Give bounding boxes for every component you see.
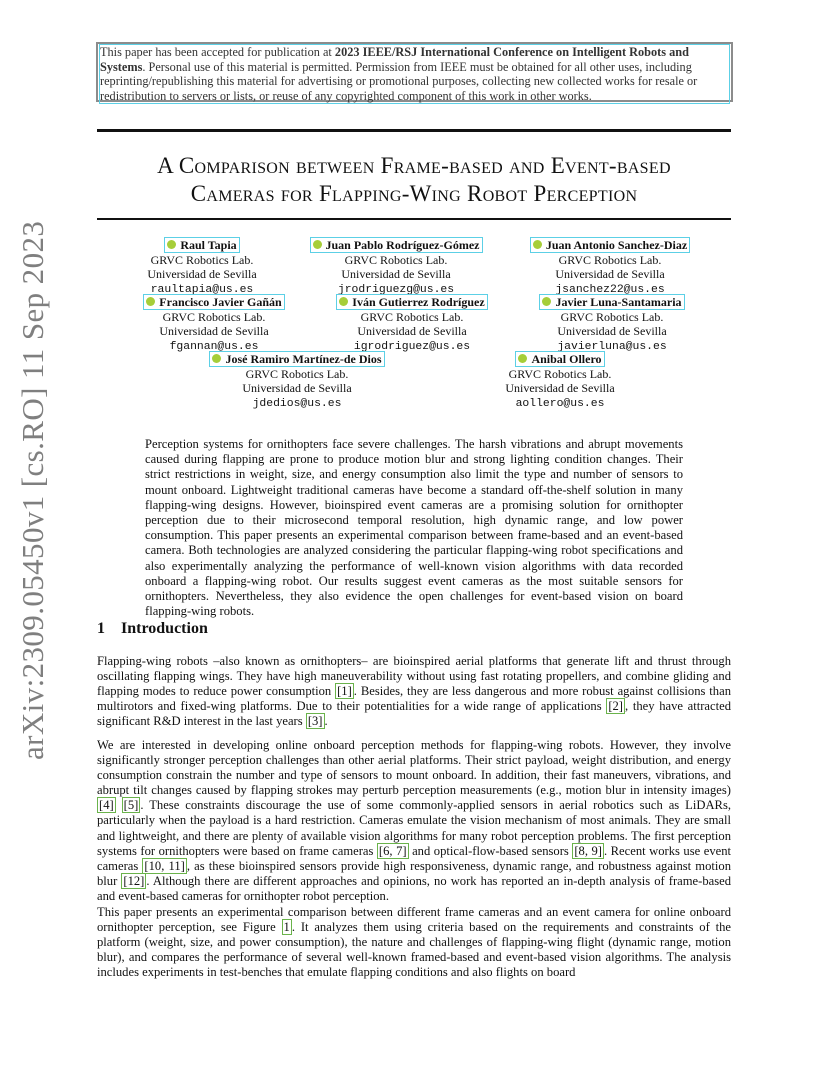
author-affiliation: GRVC Robotics Lab. [162,310,266,324]
author-email: raultapia@us.es [150,284,254,296]
intro-paragraph: Flapping-wing robots –also known as ornithopters– are bioinspired aerial platforms that generate lift and thrust through oscillating flapping wings. They have high maneuverability without using fast rotating propellers, and combine gliding and flapping modes to reduce power consumption [1] . Besides, they are less dangerous and more robust against collisions than multirotors and fixed-wing platforms. Due to their potentialities for a wide range of applications [2] , they have attracted significant R&D interest in the last years [3] . [97,654,731,729]
orcid-icon[interactable] [212,354,221,363]
author-university: Universidad de Sevilla [357,324,467,338]
publication-notice [96,42,733,102]
paper-title-line2: Cameras for Flapping-Wing Robot Perception [190,181,638,206]
section-title: Introduction [121,620,208,637]
author-name-link[interactable]: Juan Antonio Sanchez-Diaz [530,237,690,253]
author-university: Universidad de Sevilla [341,267,451,281]
author-block [187,351,407,411]
intro-paragraph: This paper presents an experimental comparison between different frame cameras and an event camera for online onboard ornithopter perception, see Figure 1 . It analyzes them using criteria based on the requirements and constraints of the platform (weight, size, and power consumption), the nature and challenges of flapping-wing flight (dynamic range, motion blur), and compares the performance of several well-known framed-based and event-based vision algorithms. The analysis includes experiments in test-benches that emulate flapping conditions and also flights on board [97,905,731,980]
section-number: 1 [97,620,105,637]
author-university: Universidad de Sevilla [242,381,352,395]
author-block [302,294,522,354]
orcid-icon[interactable] [167,240,176,249]
orcid-icon[interactable] [518,354,527,363]
author-email: javierluna@us.es [557,341,667,353]
author-university: Universidad de Sevilla [147,267,257,281]
author-email: jrodriguezg@us.es [337,284,455,296]
citation-link[interactable]: [12] [123,873,145,888]
paper-title-line1: A Comparison between Frame-based and Event-based [157,153,671,178]
author-name-link[interactable]: Iván Gutierrez Rodríguez [336,294,487,310]
citation-link[interactable]: [1] [337,684,352,699]
author-block [500,237,720,297]
author-email: jsanchez22@us.es [555,284,665,296]
author-affiliation: GRVC Robotics Lab. [150,253,254,267]
author-block [104,294,324,354]
notice-prefix: This paper has been accepted for publication at [100,45,335,59]
title-bottom-rule [97,218,731,220]
citation-link[interactable]: [8, 9] [574,843,602,858]
author-name-link[interactable]: Francisco Javier Gañán [143,294,284,310]
author-name-link[interactable]: José Ramiro Martínez-de Dios [209,351,384,367]
author-email: jdedios@us.es [252,398,342,410]
author-block [286,237,506,297]
author-affiliation: GRVC Robotics Lab. [360,310,464,324]
abstract: Perception systems for ornithopters face severe challenges. The harsh vibrations and abrupt movements caused during flapping are prone to produce motion blur and strong lighting condition changes. Their strict restrictions in weight, size, and energy consumption also limit the type and number of sensors to mount onboard. Lightweight traditional cameras have become a standard off-the-shelf solution in many flapping-wing designs. However, bioinspired event cameras are a promising solution for ornithopter perception due to their microsecond temporal resolution, high dynamic range, and low power consumption. This paper presents an experimental comparison between frame-based and an event-based camera. Both technologies are analyzed considering the particular flapping-wing robot specifications and also experimentally analyzing the performance of well-known vision algorithms with data recorded onboard a flapping-wing robot. Our results suggest event cameras as the most suitable sensors for ornithopters. Nevertheless, they also evidence the open challenges for event-based vision on board flapping-wing robots. [145,437,683,619]
author-name-link[interactable]: Raul Tapia [164,237,239,253]
author-email: aollero@us.es [515,398,605,410]
author-affiliation: GRVC Robotics Lab. [560,310,664,324]
citation-link[interactable]: [6, 7] [378,843,407,858]
author-block [502,294,722,354]
author-university: Universidad de Sevilla [557,324,667,338]
orcid-icon[interactable] [542,297,551,306]
author-affiliation: GRVC Robotics Lab. [344,253,448,267]
orcid-icon[interactable] [533,240,542,249]
orcid-icon[interactable] [146,297,155,306]
figure-link[interactable]: 1 [283,920,290,935]
title-top-rule [97,129,731,132]
author-university: Universidad de Sevilla [555,267,665,281]
notice-suffix: . Personal use of this material is permitted. Permission from IEEE must be obtained for all other uses, including reprinting/republishing this material for advertising or promotional purposes, collecting new collected works for resale or redistribution to servers or lists, or reuse of any copyrighted component of this work in other works. [100,59,698,103]
author-affiliation: GRVC Robotics Lab. [245,367,349,381]
citation-link[interactable]: [10, 11] [144,858,185,873]
author-name-link[interactable]: Juan Pablo Rodríguez-Gómez [310,237,483,253]
author-affiliation: GRVC Robotics Lab. [508,367,612,381]
author-name-link[interactable]: Anibal Ollero [515,351,604,367]
author-email: fgannan@us.es [169,341,259,353]
citation-link[interactable]: [4] [99,798,114,813]
section-heading [97,620,208,638]
arxiv-stamp: arXiv:2309.05450v1 [cs.RO] 11 Sep 2023 [15,220,50,760]
author-university: Universidad de Sevilla [505,381,615,395]
author-university: Universidad de Sevilla [159,324,269,338]
orcid-icon[interactable] [313,240,322,249]
orcid-icon[interactable] [339,297,348,306]
intro-paragraph: We are interested in developing online onboard perception methods for flapping-wing robots. However, they involve significantly stronger perception challenges than other aerial platforms. Their strict payload, weight distribution, and energy consumption constrain the number and type of sensors to mount onboard. In addition, their fast maneuvers, vibrations, and abrupt tilt changes caused by flapping strokes may perturb perception measurements (e.g., motion blur in intensity images) [4] [5] . These constraints discourage the use of some commonly-applied sensors in aerial robotics such as LiDARs, particularly when the payload is a hard restriction. Cameras emulate the vision mechanism of most animals. They are small and lightweight, and there are plenty of available vision algorithms for many robot perception problems. The first perception systems for ornithopters were based on frame cameras [6, 7] and optical-flow-based sensors [8, 9] . Recent works use event cameras [10, 11] , as these bioinspired sensors provide high responsiveness, dynamic range, and robustness against motion blur [12] . Although there are different approaches and opinions, no work has reported an in-depth analysis of frame-based and event-based cameras for ornithopter robot perception. [97,738,732,903]
citation-link[interactable]: [5] [123,798,139,813]
citation-link[interactable]: [2] [608,699,623,714]
author-email: igrodriguez@us.es [353,341,471,353]
author-block [92,237,312,297]
author-name-link[interactable]: Javier Luna-Santamaria [539,294,684,310]
citation-link[interactable]: [3] [307,714,323,729]
author-affiliation: GRVC Robotics Lab. [558,253,662,267]
author-block [450,351,670,411]
notice-conference: 2023 IEEE/RSJ International Conference on Intelligent Robots and Systems [100,45,689,74]
